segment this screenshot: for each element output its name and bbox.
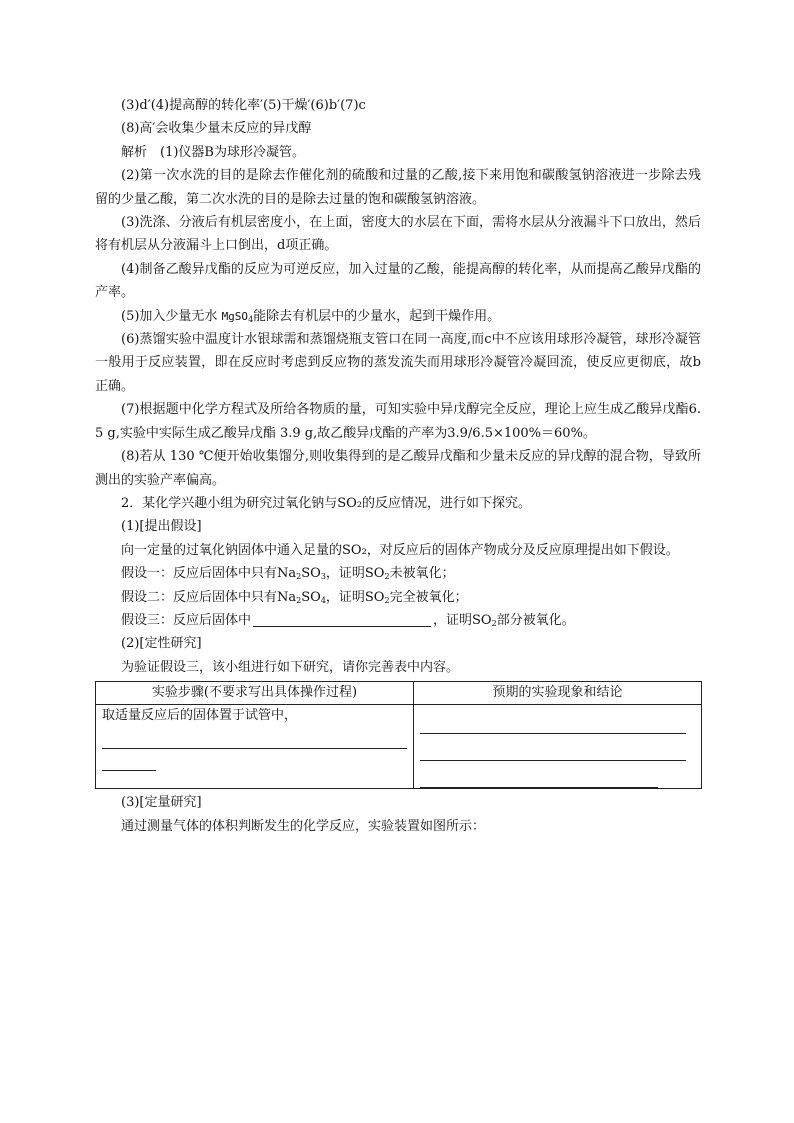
analysis-6: (6)蒸馏实验中温度计水银球需和蒸馏烧瓶支管口在同一高度,而c中不应该用球形冷凝管，球形冷凝管一般用于反应装置，即在反应时考虑到反应物的蒸发流失而用球形冷凝管冷凝回流，使反应更彻底，故b正确。 [95,332,701,394]
answer-line[interactable] [102,730,407,749]
answer-blank[interactable] [253,612,431,627]
table-intro: 为验证假设三，该小组进行如下研究，请你完善表中内容。 [121,659,460,675]
hypothesis-3: 假设三：反应后固体中 ，证明$SO_2$部分被氧化。 [121,612,575,628]
table-header-steps: 实验步骤(不要求写出具体操作过程) [96,682,414,705]
answer-line[interactable] [102,752,156,771]
experiment-table [95,681,702,789]
answer-line[interactable] [420,742,686,761]
table-header-row [96,682,702,705]
answer-line-1: (3)d′(4)提高醇的转化率′(5)干燥′(6)b′(7)c [121,98,366,113]
section-heading-3: (3)[定量研究] [121,795,202,811]
document-page [95,94,701,838]
answer-line-2: (8)高′会收集少量未反应的异戊醇 [121,121,312,137]
answer-line[interactable] [420,769,658,788]
section-heading-2: (2)[定性研究] [121,636,202,652]
analysis-2: (2)第一次水洗的目的是除去作催化剂的硫酸和过量的乙酸,接下来用饱和碳酸氢钠溶液进一步除去残留的少量乙酸，第二次水洗的目的是除去过量的饱和碳酸氢钠溶液。 [95,168,701,207]
table-row [96,705,702,789]
answer-line[interactable] [420,715,686,734]
hypothesis-1: 假设一：反应后固体中只有$Na_2SO_3$，证明$SO_2$未被氧化； [121,566,455,582]
analysis-8: (8)若从 130 ℃便开始收集馏分,则收集得到的是乙酸异戊酯和少量未反应的异戊醇的混合物，导致所测出的实验产率偏高。 [95,449,701,488]
hypothesis-intro: 向一定量的过氧化钠固体中通入足量的SO₂，对反应后的固体产物成分及反应原理提出如下假设。 [121,542,679,558]
analysis-5: (5)加入少量无水 MgSO$_4$能除去有机层中的少量水，起到干燥作用。 [121,308,501,324]
analysis-heading: 解析 (1)仪器B为球形冷凝管。 [121,144,305,160]
quantitative-intro: 通过测量气体的体积判断发生的化学反应，实验装置如图所示： [121,818,486,834]
analysis-7: (7)根据题中化学方程式及所给各物质的量，可知实验中异戊醇完全反应，理论上应生成乙酸异戊酯6.5 g,实验中实际生成乙酸异戊酯 3.9 g,故乙酸异戊酯的产率为3.9/6.5×100%＝60%。 [95,402,701,441]
hypothesis-2: 假设二：反应后固体中只有$Na_2SO_4$，证明$SO_2$完全被氧化； [121,589,468,605]
steps-cell-text: 取适量反应后的固体置于试管中， [102,708,298,724]
table-header-results: 预期的实验现象和结论 [414,682,702,705]
question-2: 2．某化学兴趣小组为研究过氧化钠与SO₂的反应情况，进行如下探究。 [121,495,532,511]
results-cell [414,705,702,789]
analysis-3: (3)洗涤、分液后有机层密度小，在上面，密度大的水层在下面，需将水层从分液漏斗下口放出，然后将有机层从分液漏斗上口倒出，d项正确。 [95,215,701,254]
section-heading-1: (1)[提出假设] [121,519,202,535]
steps-cell [96,705,414,789]
analysis-4: (4)制备乙酸异戊酯的反应为可逆反应，加入过量的乙酸，能提高醇的转化率，从而提高乙酸异戊酯的产率。 [95,261,701,301]
